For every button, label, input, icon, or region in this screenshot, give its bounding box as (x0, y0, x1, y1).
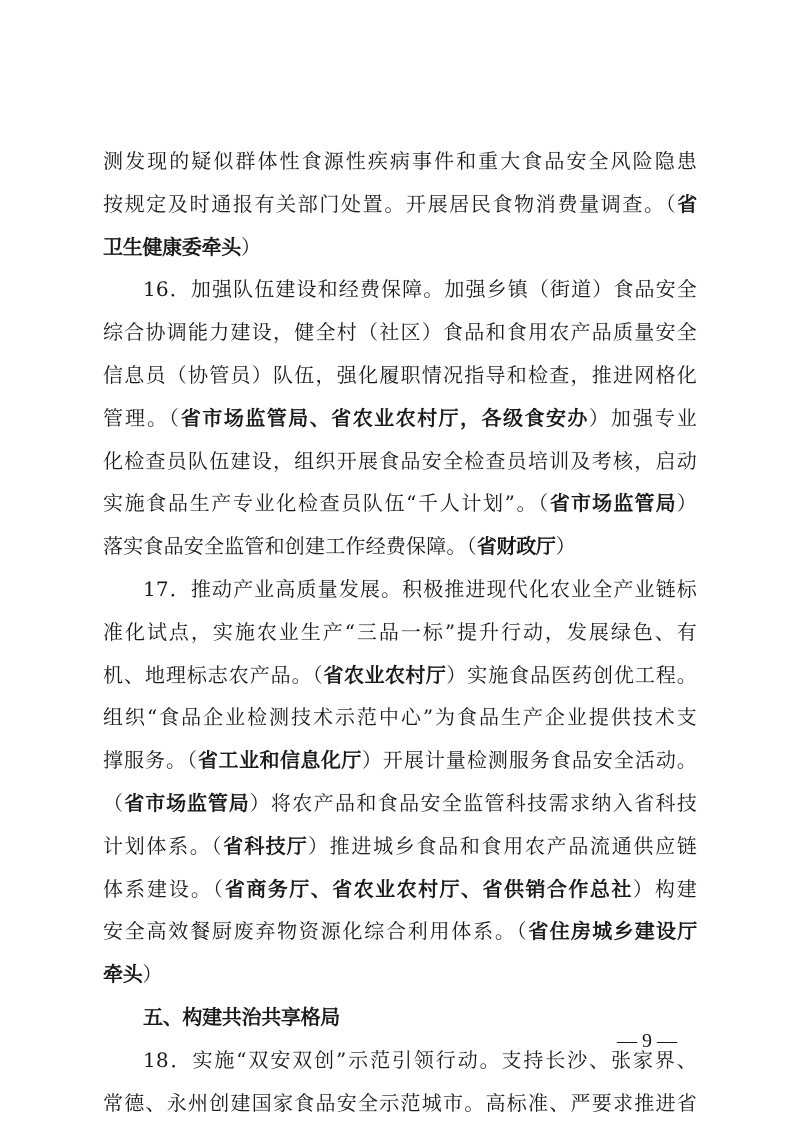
responsible-agency: 省市场监管局 (124, 790, 250, 815)
responsible-agency: 省财政厅 (476, 534, 556, 559)
responsible-agency: 五、构建共治共享格局 (143, 1004, 340, 1029)
text-line (103, 739, 697, 782)
responsible-agency: 省科技厅 (223, 833, 308, 858)
responsible-agency: 省农业农村厅 (323, 662, 447, 687)
responsible-agency: 牵头 (103, 962, 143, 987)
text-segment: 17．推动产业高质量发展。积极推进现代化农业全产业链标 (143, 576, 697, 601)
text-line (103, 611, 697, 654)
text-segment: ） (240, 234, 262, 259)
page-number: — 9 — (617, 1030, 677, 1052)
text-line (103, 311, 697, 354)
text-segment: ） (555, 534, 576, 559)
text-segment: 信息员（协管员）队伍，强化履职情况指导和检查，推进网格化 (103, 362, 697, 387)
section-heading (103, 996, 697, 1039)
text-segment: 按规定及时通报有关部门处置。开展居民食物消费量调查。（ (103, 191, 678, 216)
text-line (103, 268, 697, 311)
responsible-agency: 省 (677, 191, 697, 216)
text-line (103, 1082, 697, 1124)
text-line (103, 782, 697, 825)
responsible-agency: 卫生健康委牵头 (103, 234, 241, 259)
text-line (103, 696, 697, 739)
responsible-agency: 省住房城乡建设厅 (528, 919, 697, 944)
text-segment: 体系建设。（ (103, 876, 225, 901)
text-segment: 计划体系。（ (103, 833, 224, 858)
text-segment: 综合协调能力建设，健全村（社区）食品和食用农产品质量安全 (103, 320, 697, 345)
text-segment: 管理。（ (103, 405, 181, 430)
text-segment: 测发现的疑似群体性食源性疾病事件和重大食品安全风险隐患 (103, 149, 697, 173)
responsible-agency: 省工业和信息化厅 (197, 748, 362, 773)
text-segment: 准化试点，实施农业生产“三品一标”提升行动，发展绿色、有 (103, 619, 697, 644)
text-line (103, 654, 697, 697)
text-segment: 落实食品安全监管和创建工作经费保障。（ (103, 534, 477, 559)
text-segment: 机、地理标志农产品。（ (103, 662, 324, 687)
text-segment: （ (103, 790, 125, 815)
text-segment: 化检查员队伍建设，组织开展食品安全检查员培训及考核，启动 (103, 448, 697, 473)
text-line (103, 825, 697, 868)
text-segment: 常德、永州创建国家食品安全示范城市。高标准、严要求推进省 (103, 1090, 697, 1115)
text-segment: ）将农产品和食品安全监管科技需求纳入省科技 (249, 790, 698, 815)
text-line (103, 183, 697, 226)
text-segment: 撑服务。（ (103, 748, 198, 773)
text-line (103, 440, 697, 483)
text-line (103, 525, 697, 568)
text-line (103, 1039, 697, 1082)
text-segment: ）推进城乡食品和食用农产品流通供应链 (307, 833, 698, 858)
text-segment: 实施食品生产专业化检查员队伍“千人计划”。（ (103, 491, 550, 516)
text-segment: 16．加强队伍建设和经费保障。加强乡镇（街道）食品安全 (143, 277, 697, 302)
text-segment: 组织“食品企业检测技术示范中心”为食品生产企业提供技术支 (103, 705, 697, 730)
responsible-agency: 省商务厅、省农业农村厅、省供销合作总社 (224, 876, 633, 901)
text-line (103, 910, 697, 953)
responsible-agency: 省市场监管局、省农业农村厅，各级食安办 (180, 405, 589, 430)
text-segment: ） (142, 962, 163, 987)
responsible-agency: 省市场监管局 (549, 491, 677, 516)
text-segment: 18．实施“双安双创”示范引领行动。支持长沙、张家界、 (143, 1047, 697, 1072)
text-segment: 安全高效餐厨废弃物资源化综合利用体系。（ (103, 919, 529, 944)
text-segment: ）实施食品医药创优工程。 (446, 662, 698, 687)
text-segment: ）加强专业 (588, 405, 697, 430)
text-line (103, 226, 697, 269)
text-line (103, 354, 697, 397)
text-segment: ）构建 (632, 876, 697, 901)
text-line (103, 140, 697, 183)
text-line (103, 397, 697, 440)
text-line (103, 953, 697, 996)
text-segment: ）开展计量检测服务食品安全活动。 (361, 748, 698, 773)
text-line (103, 482, 697, 525)
text-segment: ） (676, 491, 697, 516)
text-line (103, 868, 697, 911)
text-line (103, 568, 697, 611)
body-text (103, 140, 697, 1124)
